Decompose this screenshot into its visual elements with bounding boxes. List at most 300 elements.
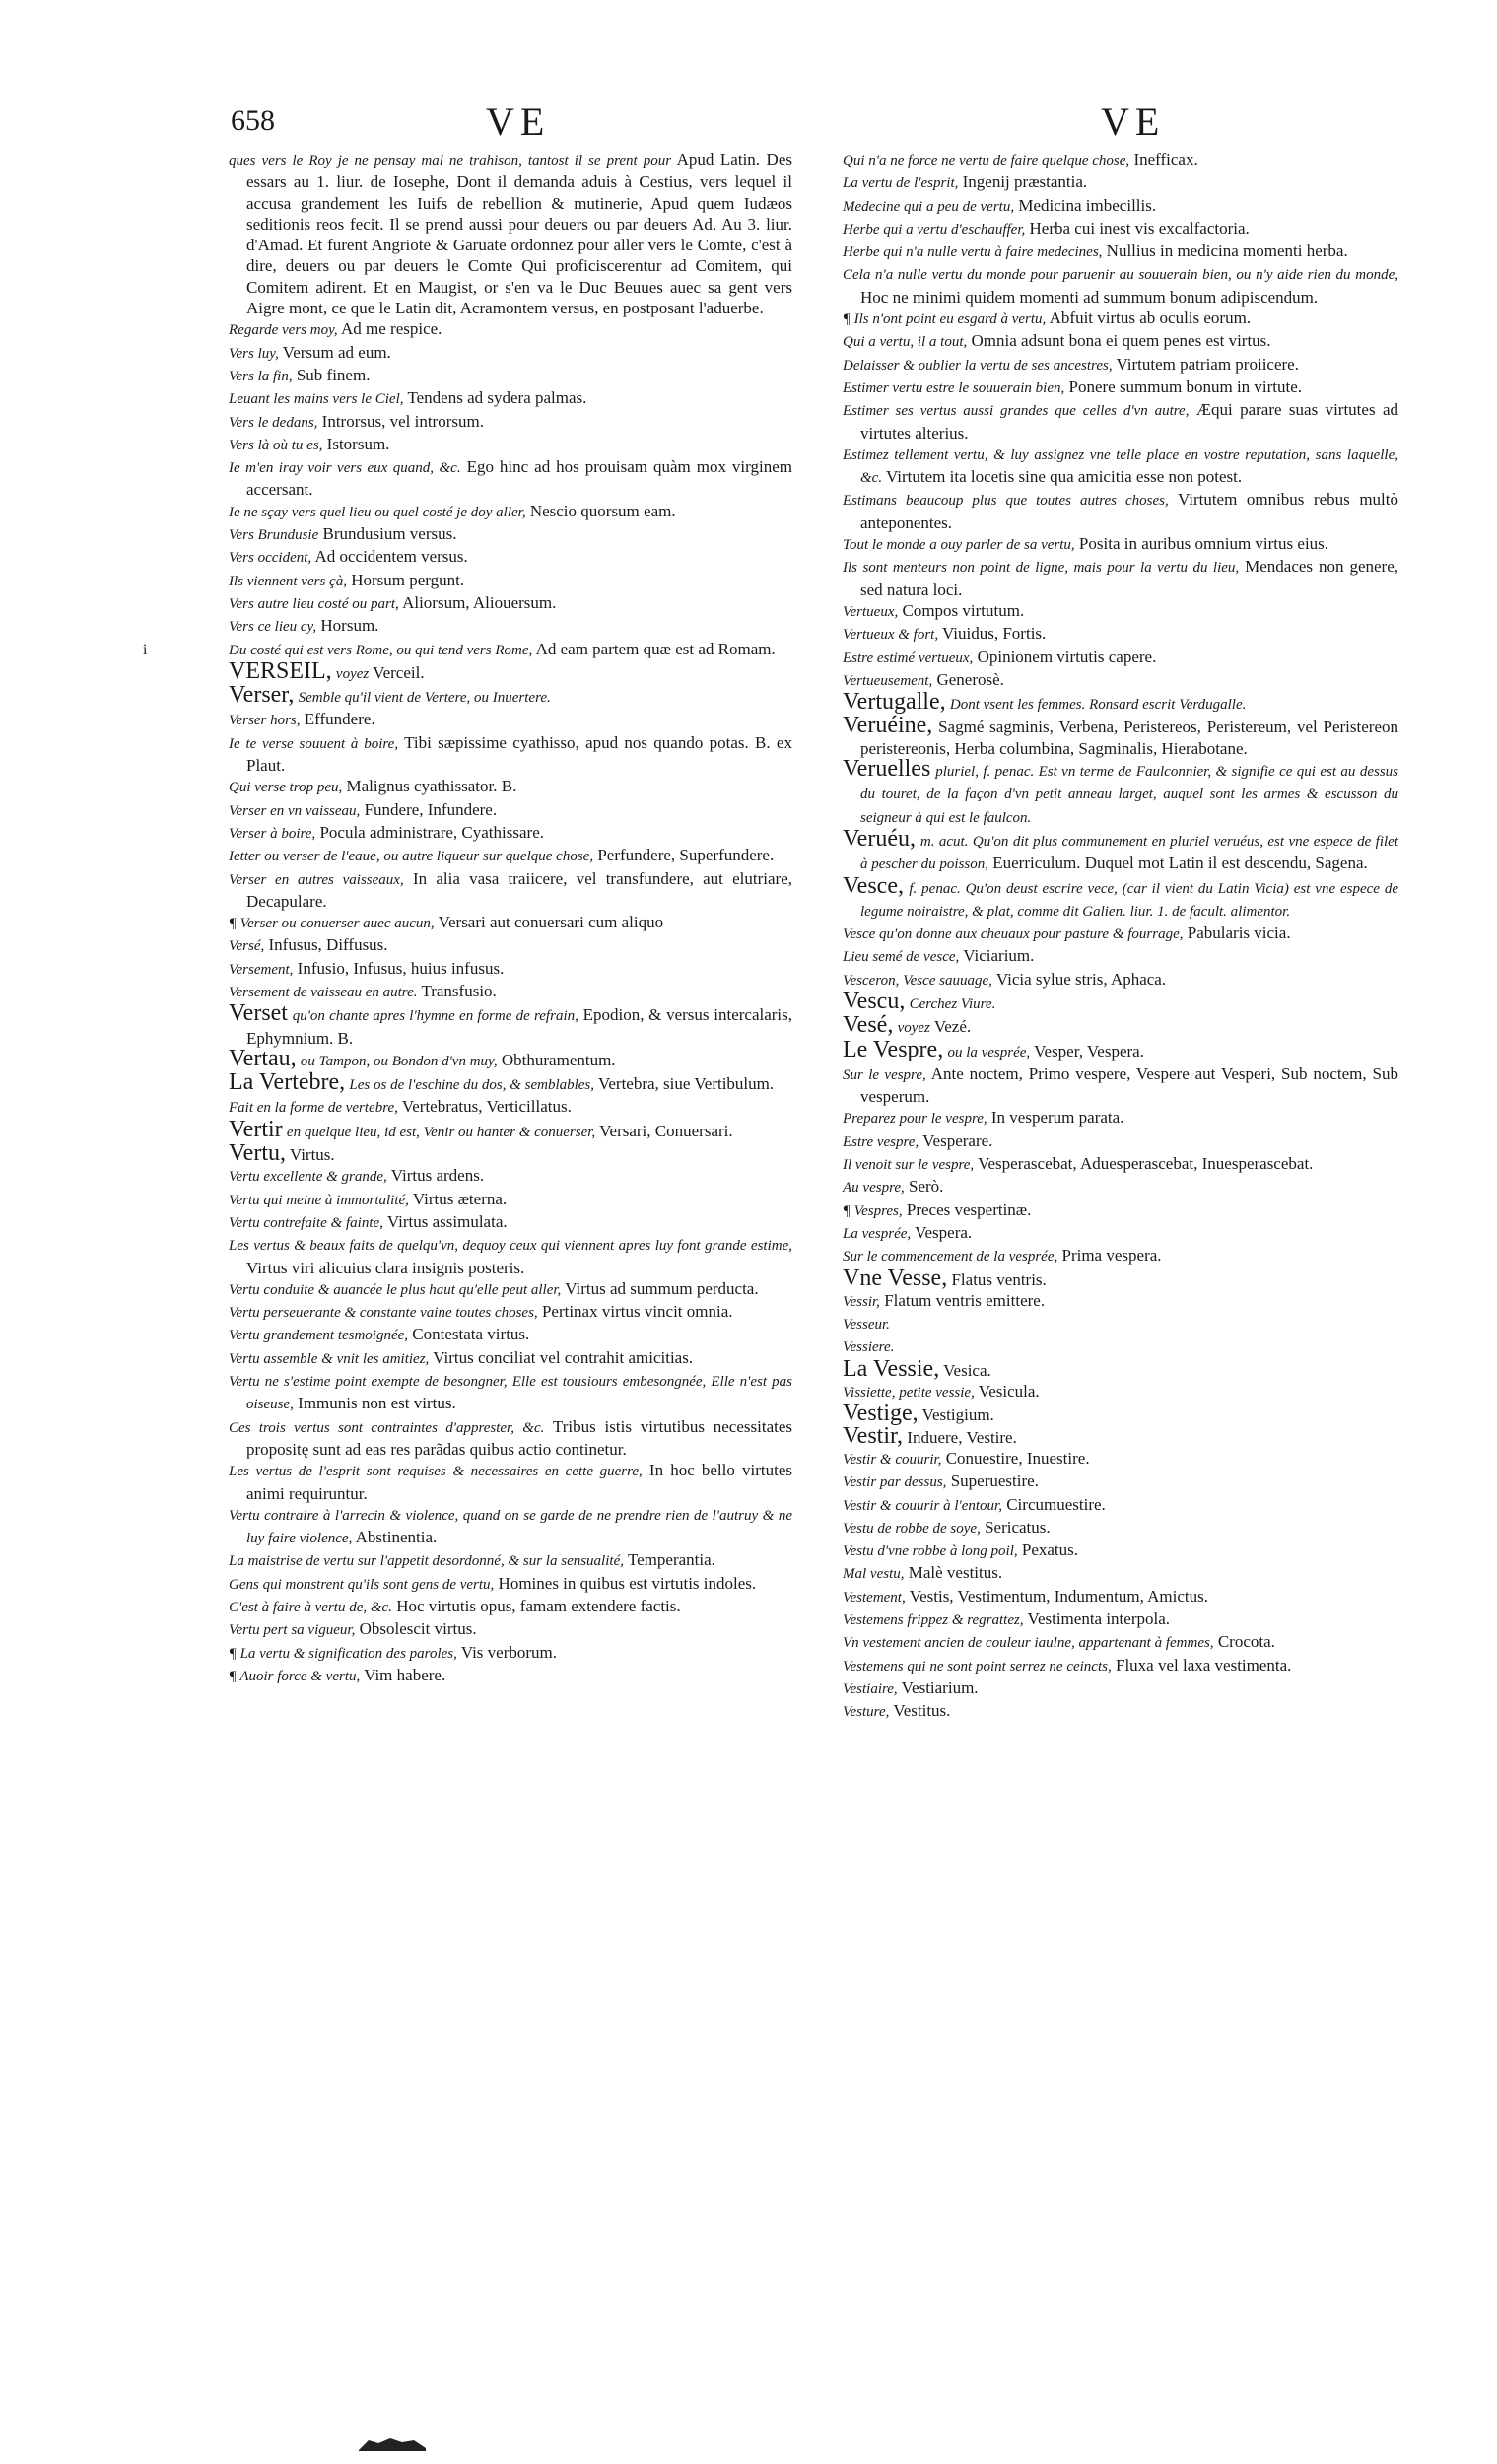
french-gloss: Cerchez Viure.: [909, 995, 996, 1012]
french-gloss: Verser hors,: [229, 713, 301, 729]
headword: Veruéine,: [843, 713, 933, 739]
right-column: [843, 149, 1398, 1723]
latin-equivalent: Versari aut conuersari cum aliquo: [438, 913, 664, 932]
dictionary-entry: [843, 171, 1398, 194]
french-gloss: Leuant les mains vers le Ciel,: [229, 391, 404, 408]
dictionary-entry: [229, 1347, 792, 1370]
french-gloss: Vestu de robbe de soye,: [843, 1520, 981, 1537]
latin-equivalent: Malè vestitus.: [908, 1563, 1003, 1583]
dictionary-entry: [843, 195, 1398, 218]
latin-equivalent: Vesper, Vespera.: [1034, 1041, 1144, 1061]
dictionary-entry: [229, 958, 792, 981]
dictionary-entry: [843, 1562, 1398, 1585]
latin-equivalent: Serò.: [909, 1177, 944, 1197]
latin-equivalent: Vis verborum.: [460, 1642, 558, 1662]
latin-equivalent: Temperantia.: [627, 1550, 715, 1570]
dictionary-entry: [229, 709, 792, 731]
french-gloss: Sur le vespre,: [843, 1066, 926, 1083]
french-gloss: Vertu contrefaite & fainte,: [229, 1214, 383, 1231]
french-gloss: ¶ Ils n'ont point eu esgard à vertu,: [843, 311, 1047, 328]
french-gloss: Estre vespre,: [843, 1133, 919, 1150]
dictionary-entry: [229, 1596, 792, 1618]
page-number: 658: [231, 104, 275, 137]
dictionary-entry: [229, 868, 792, 913]
latin-equivalent: Virtus assimulata.: [386, 1211, 508, 1231]
latin-equivalent: Mendaces non genere, sed natura loci.: [860, 557, 1399, 599]
french-gloss: C'est à faire à vertu de, &c.: [229, 1600, 392, 1615]
french-gloss: Du costé qui est vers Rome, ou qui tend vers Rome,: [229, 642, 533, 658]
latin-equivalent: Homines in quibus est virtutis indoles.: [498, 1573, 757, 1593]
french-gloss: Vertu perseuerante & constante vaine toutes choses,: [229, 1305, 538, 1322]
dictionary-entry: [843, 1586, 1398, 1608]
french-gloss: La maistrise de vertu sur l'appetit desordonné, & sur la sensualité,: [229, 1553, 624, 1570]
dictionary-entry: [229, 592, 792, 615]
french-gloss: Verser en vn vaisseau,: [229, 802, 361, 819]
latin-equivalent: Vicia sylue stris, Aphaca.: [995, 969, 1167, 989]
french-gloss: Delaisser & oublier la vertu de ses ancestres,: [843, 357, 1113, 374]
latin-equivalent: In hoc bello virtutes animi requiruntur.: [246, 1461, 792, 1503]
dictionary-entry: [843, 263, 1398, 308]
dictionary-entry: [229, 981, 792, 1003]
dictionary-entry: [843, 330, 1398, 353]
dictionary-entry: [229, 570, 792, 592]
dictionary-entry: [229, 682, 792, 709]
headword: Vertugalle,: [843, 689, 946, 716]
dictionary-entry: [229, 1301, 792, 1324]
french-gloss: Vertu conduite & auancée le plus haut qu'elle peut aller,: [229, 1281, 562, 1298]
dictionary-entry: [229, 1069, 792, 1096]
french-gloss: Estre estimé vertueux,: [843, 650, 974, 666]
french-gloss: Ils viennent vers çà,: [229, 573, 347, 589]
french-gloss: Estimans beaucoup plus que toutes autres choses,: [843, 493, 1169, 510]
latin-equivalent: Ad me respice.: [340, 319, 442, 339]
french-gloss: Sur le commencement de la vesprée,: [843, 1249, 1058, 1266]
latin-equivalent: Virtutem patriam proiicere.: [1116, 354, 1299, 374]
dictionary-entry: [843, 1107, 1398, 1129]
latin-equivalent: Virtus conciliat vel contrahit amicitias.: [433, 1347, 694, 1367]
french-gloss: Lieu semé de vesce,: [843, 949, 960, 966]
french-gloss: Les vertus de l'esprit sont requises & necessaires en cette guerre,: [229, 1464, 643, 1480]
dictionary-entry: [229, 1370, 792, 1416]
french-gloss: Estimer vertu estre le souuerain bien,: [843, 379, 1065, 396]
latin-equivalent: Virtutem omnibus rebus multò anteponentes.: [860, 490, 1398, 532]
dictionary-entry: [843, 1403, 1398, 1425]
french-gloss: Vers autre lieu costé ou part,: [229, 595, 399, 612]
french-gloss: Vertu ne s'estime point exempte de besongner, Elle est tousiours embesongnée, Elle n'est pas oiseuse,: [229, 1374, 792, 1413]
dictionary-entry: [229, 1116, 792, 1143]
french-gloss: Qui verse trop peu,: [229, 780, 343, 796]
latin-equivalent: Vestigium.: [921, 1405, 994, 1425]
latin-equivalent: Flatum ventris emittere.: [884, 1290, 1046, 1310]
latin-equivalent: Vestiarium.: [901, 1677, 979, 1697]
french-gloss: ou la vesprée,: [947, 1044, 1031, 1061]
latin-equivalent: Nullius in medicina momenti herba.: [1106, 241, 1348, 261]
headword: Vertu,: [229, 1140, 286, 1167]
latin-equivalent: Versum ad eum.: [282, 342, 391, 362]
french-gloss: Qui n'a ne force ne vertu de faire quelque chose,: [843, 153, 1130, 169]
french-gloss: Versement de vaisseau en autre.: [229, 984, 418, 1000]
dictionary-entry: [843, 354, 1398, 376]
dictionary-entry: [843, 1422, 1398, 1449]
latin-equivalent: Vesperare.: [922, 1130, 993, 1150]
dictionary-entry: [229, 934, 792, 957]
latin-equivalent: Vertebratus, Verticillatus.: [401, 1097, 572, 1117]
latin-equivalent: Fluxa vel laxa vestimenta.: [1115, 1655, 1292, 1675]
french-gloss: m. acut. Qu'on dit plus communement en pluriel veruéus, est vne espece de filet à pescher du poisson,: [860, 833, 1398, 873]
french-gloss: Preparez pour le vespre,: [843, 1111, 987, 1128]
dictionary-entry: [843, 1677, 1398, 1700]
french-gloss: Vertueux & fort,: [843, 627, 939, 644]
latin-equivalent: Contestata virtus.: [412, 1325, 530, 1344]
dictionary-entry: [843, 647, 1398, 669]
latin-equivalent: Pocula administrare, Cyathissare.: [319, 822, 544, 842]
dictionary-entry: [843, 1471, 1398, 1493]
latin-equivalent: Preces vespertinæ.: [906, 1199, 1032, 1219]
latin-equivalent: Virtus ad summum perducta.: [565, 1278, 759, 1298]
latin-equivalent: Ad occidentem versus.: [314, 547, 468, 567]
latin-equivalent: Fundere, Infundere.: [364, 799, 498, 819]
french-gloss: Versé,: [229, 938, 265, 955]
latin-equivalent: Æqui parare suas virtutes ad virtutes alterius.: [860, 400, 1398, 443]
french-gloss: Verser en autres vaisseaux,: [229, 871, 404, 888]
latin-equivalent: Apud Latin. Des essars au 1. liur. de Iosephe, Dont il demanda aduis à Cestius, vers lequel il accusa grandement les Iuifs de rebellion & mutinerie, Apud quem Iudæos seditionis reos fecit. Il se prend aussi pour deuers ou par deuers Ad. Au 3. liur. d'Amad. Et furent Angriote & Garuate ordonnez pour aller vers le Comte, c'est à dire, deuers ou par deuers le Comte Qui proficiscerentur ad Comitem, qui Comitem adirent. Et en Maugist, or s'en va le Duc Beuues auec sa gent vers Aigre mont, ce que le Latin dit, Acramontem versus, en postposant l'aduerbe.: [246, 150, 792, 318]
dictionary-entry: [229, 1573, 792, 1596]
dictionary-entry: [229, 387, 792, 410]
latin-equivalent: Abstinentia.: [355, 1528, 438, 1547]
french-gloss: Au vespre,: [843, 1180, 905, 1197]
latin-equivalent: Virtus.: [289, 1145, 335, 1165]
french-gloss: Vesce qu'on donne aux cheuaux pour pasture & fourrage,: [843, 926, 1184, 943]
french-gloss: Vestemens frippez & regrattez,: [843, 1612, 1024, 1628]
french-gloss: Vestiaire,: [843, 1680, 898, 1697]
french-gloss: Qui a vertu, il a tout,: [843, 334, 968, 351]
dictionary-entry: [229, 615, 792, 638]
dictionary-entry: [843, 308, 1398, 330]
latin-equivalent: Vesica.: [943, 1360, 991, 1380]
dictionary-entry: [843, 1153, 1398, 1176]
french-gloss: Vertu grandement tesmoignée,: [229, 1328, 409, 1344]
dictionary-entry: [843, 1199, 1398, 1222]
french-gloss: Herbe qui n'a nulle vertu à faire medecines,: [843, 244, 1103, 261]
french-gloss: Versement,: [229, 961, 294, 978]
latin-equivalent: Virtus viri alicuius clara insignis posteris.: [246, 1258, 525, 1277]
dictionary-entry: [229, 1211, 792, 1234]
latin-equivalent: Vestitus.: [893, 1701, 951, 1721]
french-gloss: Ces trois vertus sont contraintes d'apprester, &c.: [229, 1419, 545, 1436]
french-gloss: f. penac. Qu'on deust escrire vece, (car il vient du Latin Vicia) est vne espece de legume noiraistre, & plat, comme dit Galien. liur. 1. de facult. alimentor.: [860, 880, 1398, 920]
ink-smudge-mark: [357, 2434, 428, 2452]
french-gloss: Les os de l'eschine du dos, & semblables,: [349, 1077, 595, 1094]
dictionary-entry: [229, 546, 792, 569]
latin-equivalent: Opinionem virtutis capere.: [977, 647, 1157, 666]
french-gloss: Vestement,: [843, 1589, 906, 1606]
dictionary-entry: [843, 872, 1398, 924]
latin-equivalent: Infusus, Diffusus.: [268, 935, 388, 955]
latin-equivalent: Aliorsum, Aliouersum.: [402, 592, 557, 612]
dictionary-entry: [843, 556, 1398, 600]
french-gloss: La vesprée,: [843, 1225, 912, 1242]
latin-equivalent: Crocota.: [1217, 1632, 1275, 1652]
dictionary-entry: [229, 1189, 792, 1211]
dictionary-entry: [843, 756, 1398, 829]
latin-equivalent: Ponere summum bonum in virtute.: [1068, 376, 1303, 396]
dictionary-entry: [229, 822, 792, 845]
dictionary-entry: [229, 776, 792, 798]
latin-equivalent: Immunis non est virtus.: [298, 1394, 456, 1413]
dictionary-entry: [843, 444, 1398, 490]
french-gloss: Dont vsent les femmes. Ronsard escrit Verdugalle.: [949, 697, 1247, 714]
french-gloss: Vers ce lieu cy,: [229, 619, 317, 636]
latin-equivalent: Virtus æterna.: [412, 1189, 508, 1208]
headword: Vestige,: [843, 1401, 919, 1427]
latin-equivalent: Obsolescit virtus.: [359, 1619, 477, 1639]
french-gloss: Ie te verse souuent à boire,: [229, 735, 399, 752]
dictionary-entry: [843, 376, 1398, 399]
latin-equivalent: Introrsus, vel introrsum.: [321, 411, 484, 431]
french-gloss: ¶ La vertu & signification des paroles,: [229, 1645, 457, 1662]
headword: La Vessie,: [843, 1355, 940, 1382]
french-gloss: Verser à boire,: [229, 825, 316, 842]
latin-equivalent: Vertebra, siue Vertibulum.: [597, 1074, 775, 1094]
french-gloss: Vertu excellente & grande,: [229, 1169, 387, 1186]
dictionary-entry: [229, 799, 792, 822]
dictionary-entry: [843, 1517, 1398, 1540]
dictionary-entry: [843, 533, 1398, 556]
latin-equivalent: Herba cui inest vis excalfactoria.: [1029, 218, 1250, 238]
headword: Vesé,: [843, 1012, 894, 1039]
dictionary-entry: [843, 399, 1398, 444]
french-gloss: Il venoit sur le vespre,: [843, 1157, 975, 1174]
french-gloss: Gens qui monstrent qu'ils sont gens de vertu,: [229, 1576, 495, 1593]
latin-equivalent: Sagmé sagminis, Verbena, Peristereos, Peristereum, vel Peristereon peristereonis, Herba columbina, Sagminalis, Hierabotane.: [860, 718, 1398, 758]
dictionary-entry: [229, 318, 792, 341]
latin-equivalent: Vezé.: [933, 1017, 972, 1037]
french-gloss: Vessiere.: [843, 1339, 895, 1356]
latin-equivalent: Medicina imbecillis.: [1018, 195, 1157, 215]
dictionary-entry: [843, 1265, 1398, 1291]
dictionary-entry: [229, 1549, 792, 1572]
dictionary-entry: [229, 1000, 793, 1049]
latin-equivalent: Vespera.: [915, 1222, 973, 1242]
french-gloss: Regarde vers moy,: [229, 322, 338, 339]
latin-equivalent: Viciarium.: [963, 946, 1035, 966]
latin-equivalent: Vestis, Vestimentum, Indumentum, Amictus.: [909, 1586, 1209, 1606]
dictionary-entry: [843, 1540, 1398, 1562]
headword: La Vertebre,: [229, 1069, 346, 1096]
latin-equivalent: Vestimenta interpola.: [1027, 1609, 1171, 1628]
dictionary-entry: [229, 1504, 792, 1550]
latin-equivalent: Nescio quorsum eam.: [529, 501, 676, 520]
french-gloss: ou Tampon, ou Bondon d'vn muy,: [300, 1053, 498, 1069]
latin-equivalent: Ad eam partem quæ est ad Romam.: [535, 639, 776, 658]
french-gloss: Vestemens qui ne sont point serrez ne ceincts,: [843, 1658, 1112, 1675]
french-gloss: ¶ Vespres,: [843, 1202, 903, 1219]
dictionary-entry: [843, 1700, 1398, 1723]
latin-equivalent: Pexatus.: [1021, 1540, 1079, 1560]
dictionary-entry: [229, 1234, 792, 1278]
french-gloss: Herbe qui a vertu d'eschauffer,: [843, 221, 1026, 238]
dictionary-entry: [229, 845, 792, 867]
dictionary-entry: [843, 1063, 1398, 1108]
french-gloss: Vers là où tu es,: [229, 437, 323, 453]
latin-equivalent: Perfundere, Superfundere.: [597, 846, 775, 865]
latin-equivalent: Sub finem.: [296, 365, 371, 384]
french-gloss: Vertu assemble & vnit les amitiez,: [229, 1350, 430, 1367]
dictionary-entry: [843, 218, 1398, 240]
latin-equivalent: Ante noctem, Primo vespere, Vespere aut Vesperi, Sub noctem, Sub vesperum.: [860, 1063, 1398, 1107]
latin-equivalent: Horsum pergunt.: [351, 570, 465, 589]
french-gloss: Les vertus & beaux faits de quelqu'vn, dequoy ceux qui viennent apres luy font grande estime,: [229, 1238, 792, 1255]
french-gloss: ¶ Auoir force & vertu,: [229, 1668, 361, 1684]
dictionary-entry: [843, 1290, 1398, 1313]
dictionary-entry: [843, 1608, 1398, 1631]
latin-equivalent: In alia vasa traiicere, vel transfundere, aut elutriare, Decapulare.: [246, 868, 793, 911]
latin-equivalent: Tendens ad sydera palmas.: [407, 388, 587, 408]
dictionary-entry: [843, 969, 1398, 992]
dictionary-entry: [229, 1460, 792, 1504]
french-gloss: voyez: [335, 665, 370, 682]
latin-equivalent: Vesperascebat, Aduesperascebat, Inuesperascebat.: [978, 1154, 1314, 1174]
dictionary-entry: [843, 1448, 1398, 1471]
dictionary-entry: [229, 456, 792, 501]
page-header: [0, 99, 1497, 148]
dictionary-entry: [229, 1324, 792, 1346]
latin-equivalent: Compos virtutum.: [902, 600, 1025, 620]
dictionary-entry: [229, 523, 792, 546]
headword: VERSEIL,: [229, 657, 332, 684]
dictionary-entry: [843, 988, 1398, 1015]
latin-equivalent: Transfusio.: [421, 981, 497, 1000]
french-gloss: Vessir,: [843, 1293, 880, 1310]
latin-equivalent: Hoc ne minimi quidem momenti ad summum bonum adipiscendum.: [860, 287, 1319, 307]
dictionary-entry: [843, 489, 1398, 533]
dictionary-entry: [229, 1642, 792, 1665]
latin-equivalent: Superuestire.: [950, 1472, 1039, 1491]
headword: Vne Vesse,: [843, 1265, 948, 1291]
french-gloss: en quelque lieu, id est, Venir ou hanter & conuerser,: [286, 1124, 596, 1140]
french-gloss: Vers luy,: [229, 345, 279, 362]
french-gloss: Cela n'a nulle vertu du monde pour paruenir au souuerain bien, ou n'y aide rien du monde,: [843, 267, 1398, 284]
dictionary-entry: [229, 732, 792, 777]
french-gloss: Vissiette, petite vessie,: [843, 1385, 975, 1402]
french-gloss: Vestir & couurir à l'entour,: [843, 1497, 1002, 1514]
headword: Vesce,: [843, 872, 904, 899]
latin-equivalent: Malignus cyathissator. B.: [346, 777, 517, 796]
dictionary-entry: [229, 657, 792, 685]
latin-equivalent: Pabularis vicia.: [1187, 924, 1291, 943]
headword: Vescu,: [843, 988, 906, 1014]
latin-equivalent: Hoc virtutis opus, famam extendere factis.: [396, 1597, 681, 1615]
latin-equivalent: Tribus istis virtutibus necessitates propositę sunt ad eas res parãdas quibus actio continetur.: [246, 1416, 793, 1459]
french-gloss: Vesture,: [843, 1704, 890, 1721]
french-gloss: Medecine qui a peu de vertu,: [843, 198, 1015, 215]
latin-equivalent: Posita in auribus omnium virtus eius.: [1078, 534, 1329, 554]
dictionary-entry: [229, 501, 792, 523]
dictionary-entry: [843, 149, 1398, 171]
french-gloss: La vertu de l'esprit,: [843, 175, 959, 192]
latin-equivalent: Pertinax virtus vincit omnia.: [541, 1302, 733, 1322]
french-gloss: Vers la fin,: [229, 368, 293, 384]
headword: Le Vespre,: [843, 1036, 944, 1062]
french-gloss: Vestir par dessus,: [843, 1474, 947, 1491]
french-gloss: Vers Brundusie: [229, 527, 319, 544]
dictionary-entry: [229, 342, 792, 365]
dictionary-entry: [229, 1665, 792, 1687]
latin-equivalent: Prima vespera.: [1061, 1246, 1162, 1266]
headword: Verser,: [229, 682, 295, 709]
latin-equivalent: Infusio, Infusus, huius infusus.: [297, 958, 505, 978]
dictionary-entry: [843, 623, 1398, 646]
dictionary-entry: [843, 1494, 1398, 1517]
right-running-head: VE: [1101, 100, 1166, 144]
french-gloss: Vesseur.: [843, 1317, 890, 1334]
latin-equivalent: Induere, Vestire.: [907, 1427, 1017, 1447]
french-gloss: Mal vestu,: [843, 1566, 905, 1583]
french-gloss: Vesceron, Vesce sauuage,: [843, 972, 992, 989]
dictionary-entry: [843, 1381, 1398, 1403]
latin-equivalent: Effundere.: [304, 710, 375, 729]
latin-equivalent: Obthuramentum.: [501, 1050, 616, 1069]
latin-equivalent: Tibi sæpissime cyathisso, apud nos quando potas. B. ex Plaut.: [246, 732, 792, 776]
dictionary-entry: [843, 1222, 1398, 1245]
latin-equivalent: Conuestire, Inuestire.: [945, 1448, 1090, 1468]
headword: Veruéu,: [843, 825, 916, 852]
french-gloss: Tout le monde a ouy parler de sa vertu,: [843, 537, 1075, 554]
dictionary-entry: [843, 240, 1398, 263]
latin-equivalent: Istorsum.: [326, 434, 390, 453]
latin-equivalent: Vesicula.: [978, 1382, 1040, 1402]
latin-equivalent: Horsum.: [320, 616, 379, 636]
french-gloss: Estimer ses vertus aussi grandes que celles d'vn autre,: [843, 403, 1190, 420]
french-gloss: Vertu contraire à l'arrecin & violence, quand on se garde de ne prendre rien de l'autruy & ne luy faire violence,: [229, 1507, 792, 1547]
latin-equivalent: Versari, Conuersari.: [599, 1121, 733, 1140]
latin-equivalent: Vim habere.: [364, 1665, 446, 1684]
latin-equivalent: Generosè.: [936, 669, 1004, 689]
dictionary-entry: [843, 600, 1398, 623]
headword: Vertir: [229, 1116, 283, 1142]
latin-equivalent: Ingenij præstantia.: [962, 172, 1088, 192]
dictionary-entry: [229, 411, 792, 434]
dictionary-entry: [843, 1655, 1398, 1677]
french-gloss: Vertu qui meine à immortalité,: [229, 1192, 409, 1208]
latin-equivalent: Ego hinc ad hos prouisam quàm mox virginem accersant.: [246, 457, 792, 500]
dictionary-entry: [229, 365, 792, 387]
french-gloss: Semble qu'il vient de Vertere, ou Inuertere.: [298, 690, 551, 707]
dictionary-entry: [229, 1416, 792, 1461]
left-running-head: VE: [486, 100, 551, 144]
french-gloss: Vestir & couurir,: [843, 1451, 942, 1468]
headword: Vertau,: [229, 1045, 297, 1071]
dictionary-entry: [843, 1036, 1398, 1063]
french-gloss: Vestu d'vne robbe à long poil,: [843, 1543, 1018, 1560]
dictionary-entry: [229, 1278, 792, 1301]
latin-equivalent: Virtus ardens.: [390, 1166, 485, 1186]
dictionary-entry: [229, 434, 792, 456]
latin-equivalent: Inefficax.: [1133, 150, 1198, 169]
french-gloss: ques vers le Roy je ne pensay mal ne trahison, tantost il se prent pour: [229, 153, 672, 169]
latin-equivalent: Omnia adsunt bona ei quem penes est virtus.: [971, 331, 1271, 351]
latin-equivalent: Virtutem ita locetis sine qua amicitia esse non potest.: [886, 467, 1243, 487]
latin-equivalent: Brundusium versus.: [322, 524, 457, 544]
latin-equivalent: Abfuit virtus ab oculis eorum.: [1049, 308, 1252, 328]
dictionary-entry: [843, 1130, 1398, 1153]
dictionary-entry: [843, 945, 1398, 968]
french-gloss: Ie ne sçay vers quel lieu ou quel costé je doy aller,: [229, 504, 526, 520]
french-gloss: Ietter ou verser de l'eaue, ou autre liqueur sur quelque chose,: [229, 849, 594, 865]
headword: Veruelles: [843, 756, 931, 783]
latin-equivalent: Euerriculum. Duquel mot Latin il est descendu, Sagena.: [992, 854, 1368, 873]
french-gloss: Vn vestement ancien de couleur iaulne, appartenant à femmes,: [843, 1635, 1214, 1652]
